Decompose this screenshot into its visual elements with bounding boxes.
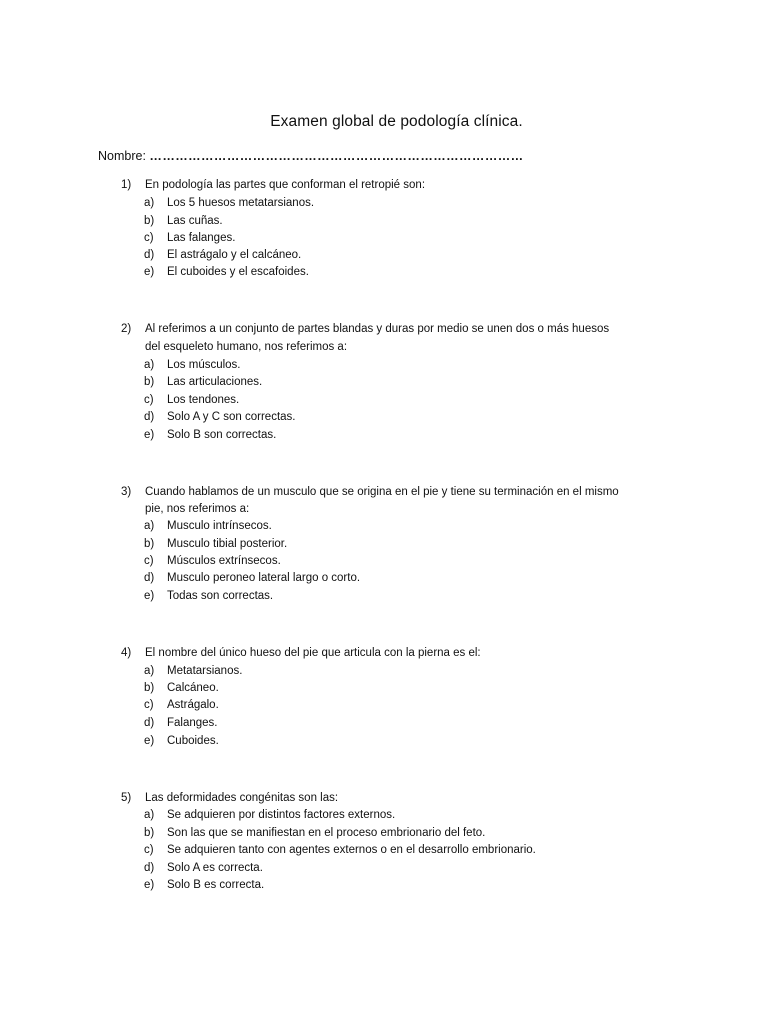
- option-label: a): [144, 197, 155, 209]
- option-text: El astrágalo y el calcáneo.: [167, 249, 302, 261]
- option-label: c): [144, 699, 154, 711]
- option-text: Las falanges.: [167, 232, 236, 244]
- question-number: 3): [121, 486, 132, 498]
- option-text: Todas son correctas.: [167, 590, 274, 602]
- option-label: c): [144, 555, 154, 567]
- option-label: a): [144, 359, 155, 371]
- option-text: Solo A y C son correctas.: [167, 411, 296, 423]
- option-text: Son las que se manifiestan en el proceso embrionario del feto.: [167, 827, 486, 839]
- option-label: d): [144, 717, 155, 729]
- name-label: Nombre:: [98, 149, 146, 163]
- exam-title: Examen global de podología clínica.: [270, 113, 523, 130]
- option-label: e): [144, 429, 155, 441]
- question-text: Las deformidades congénitas son las:: [145, 792, 339, 804]
- option-text: Musculo intrínsecos.: [167, 520, 272, 532]
- option-text: Se adquieren tanto con agentes externos o en el desarrollo embrionario.: [167, 844, 536, 856]
- name-dotted-line: ……………………………………………………………………………: [149, 149, 524, 163]
- option-label: a): [144, 665, 155, 677]
- option-label: c): [144, 844, 154, 856]
- option-text: El cuboides y el escafoides.: [167, 266, 309, 278]
- option-text: Los tendones.: [167, 394, 240, 406]
- option-label: e): [144, 735, 155, 747]
- option-label: c): [144, 394, 154, 406]
- option-label: c): [144, 232, 154, 244]
- question-text-line-2: del esqueleto humano, nos referimos a:: [145, 341, 348, 353]
- option-text: Los 5 huesos metatarsianos.: [167, 197, 315, 209]
- option-text: Calcáneo.: [167, 682, 219, 694]
- option-label: a): [144, 809, 155, 821]
- question-text-line-2: pie, nos referimos a:: [145, 503, 250, 515]
- option-text: Músculos extrínsecos.: [167, 555, 281, 567]
- question-text: El nombre del único hueso del pie que articula con la pierna es el:: [145, 647, 481, 659]
- option-label: b): [144, 682, 155, 694]
- option-text: Los músculos.: [167, 359, 241, 371]
- question-text-line-1: Al referimos a un conjunto de partes blandas y duras por medio se unen dos o más huesos: [145, 323, 610, 335]
- option-text: Solo B es correcta.: [167, 879, 265, 891]
- question-text-line-1: Cuando hablamos de un musculo que se origina en el pie y tiene su terminación en el mismo: [145, 486, 619, 498]
- question-text: En podología las partes que conforman el retropié son:: [145, 179, 426, 191]
- option-label: b): [144, 538, 155, 550]
- option-label: e): [144, 590, 155, 602]
- option-text: Solo B son correctas.: [167, 429, 277, 441]
- option-label: d): [144, 862, 155, 874]
- option-label: d): [144, 572, 155, 584]
- option-label: b): [144, 827, 155, 839]
- option-label: e): [144, 879, 155, 891]
- option-text: Cuboides.: [167, 735, 219, 747]
- option-label: e): [144, 266, 155, 278]
- option-text: Las articulaciones.: [167, 376, 263, 388]
- question-number: 1): [121, 179, 132, 191]
- option-label: d): [144, 249, 155, 261]
- option-text: Metatarsianos.: [167, 665, 243, 677]
- option-text: Musculo peroneo lateral largo o corto.: [167, 572, 361, 584]
- name-field: [98, 149, 524, 163]
- option-label: b): [144, 215, 155, 227]
- option-text: Musculo tibial posterior.: [167, 538, 288, 550]
- option-text: Se adquieren por distintos factores externos.: [167, 809, 396, 821]
- option-text: Falanges.: [167, 717, 218, 729]
- option-text: Las cuñas.: [167, 215, 223, 227]
- question-number: 2): [121, 323, 132, 335]
- question-number: 4): [121, 647, 132, 659]
- question-number: 5): [121, 792, 132, 804]
- option-label: d): [144, 411, 155, 423]
- option-text: Astrágalo.: [167, 699, 219, 711]
- option-text: Solo A es correcta.: [167, 862, 263, 874]
- option-label: b): [144, 376, 155, 388]
- option-label: a): [144, 520, 155, 532]
